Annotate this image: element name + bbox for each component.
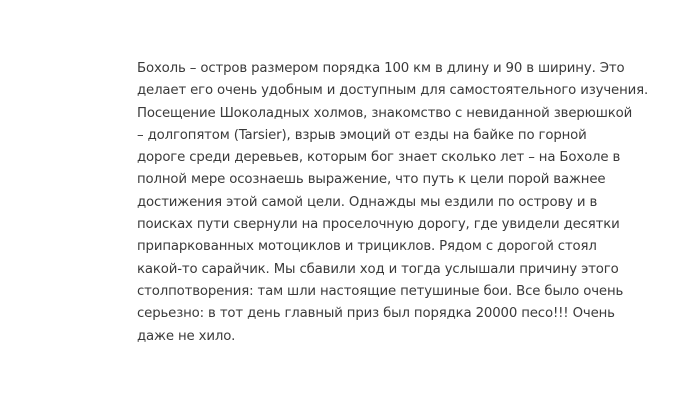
paragraph-line: достижения этой самой цели. Однажды мы ездили по острову и в — [137, 194, 598, 210]
paragraph-line: Посещение Шоколадных холмов, знакомство с невиданной зверюшкой — [137, 105, 633, 121]
paragraph-line: – долгопятом (Tarsier), взрыв эмоций от езды на байке по горной — [137, 127, 587, 143]
paragraph-line: делает его очень удобным и доступным для самостоятельного изучения. — [137, 83, 649, 99]
paragraph-line: даже не хило. — [137, 328, 236, 344]
paragraph-line: поисках пути свернули на проселочную дорогу, где увидели десятки — [137, 217, 620, 233]
paragraph-line: столпотворения: там шли настоящие петушиные бои. Все было очень — [137, 283, 624, 299]
paragraph-line: какой-то сарайчик. Мы сбавили ход и тогда услышали причину этого — [137, 261, 619, 277]
paragraph-line: припаркованных мотоциклов и трициклов. Рядом с дорогой стоял — [137, 239, 597, 255]
paragraph-line: полной мере осознаешь выражение, что путь к цели порой важнее — [137, 172, 606, 188]
paragraph-line: дороге среди деревьев, которым бог знает сколько лет – на Бохоле в — [137, 150, 621, 166]
paragraph-line: Бохоль – остров размером порядка 100 км в длину и 90 в ширину. Это — [137, 61, 625, 76]
article-paragraph — [137, 58, 649, 348]
paragraph-line: серьезно: в тот день главный приз был порядка 20000 песо!!! Очень — [137, 306, 615, 322]
